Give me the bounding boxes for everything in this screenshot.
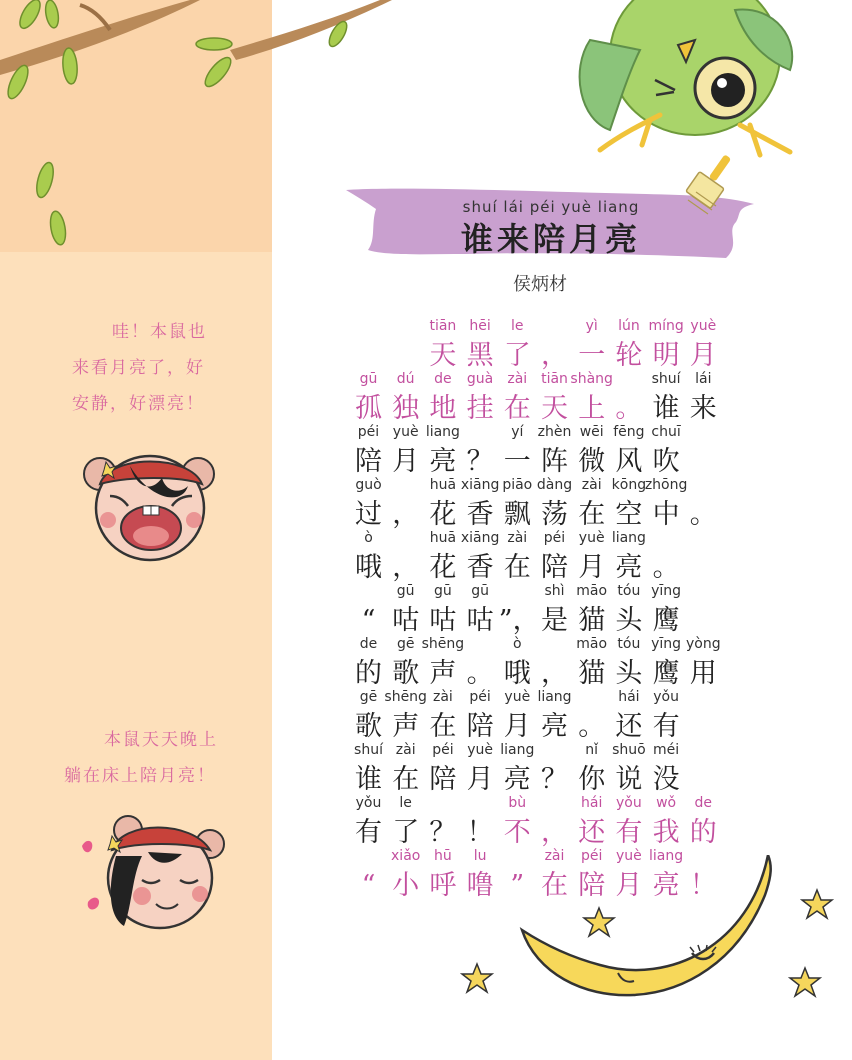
- pinyin: nǐ: [585, 742, 599, 758]
- pinyin: guà: [466, 371, 494, 387]
- pinyin: yòng: [685, 636, 721, 652]
- pinyin: yuè: [467, 742, 493, 758]
- pinyin: xiǎo: [391, 848, 421, 864]
- hanzi: 呼: [429, 870, 457, 901]
- hanzi: 空: [615, 499, 643, 530]
- hanzi: 头: [615, 605, 643, 636]
- hanzi: 声: [429, 658, 457, 689]
- hanzi: 亮: [652, 870, 680, 901]
- hanzi: 。: [466, 658, 494, 689]
- hanzi: 亮: [541, 711, 568, 742]
- hanzi: 的: [355, 658, 382, 689]
- hanzi: ？: [429, 817, 457, 848]
- paint-brush-icon: [682, 150, 742, 220]
- pinyin: wǒ: [656, 795, 677, 811]
- side-note-line: 躺在床上陪月亮！: [64, 766, 216, 786]
- pinyin: liang: [537, 689, 572, 705]
- poem-line: [350, 318, 736, 371]
- pinyin: yǒu: [616, 795, 642, 811]
- pinyin: lún: [618, 318, 640, 334]
- hanzi: 哦: [355, 552, 382, 583]
- hanzi: ？: [541, 764, 568, 795]
- hanzi: 轮: [615, 340, 643, 371]
- pinyin: ò: [364, 530, 373, 546]
- tree-branch-icon: [0, 0, 400, 260]
- hanzi: 猫: [578, 605, 606, 636]
- hanzi: 中: [652, 499, 680, 530]
- hanzi: 谁: [652, 393, 680, 424]
- hanzi: 声: [392, 711, 420, 742]
- hanzi: 挂: [466, 393, 494, 424]
- hanzi: 阵: [541, 446, 568, 477]
- poem-line: [350, 795, 736, 848]
- poem-character: [685, 636, 722, 690]
- pinyin: yí: [511, 424, 524, 440]
- poem-line: [350, 583, 736, 636]
- hanzi: 亮: [503, 764, 531, 795]
- page-title: 谁来陪月亮: [460, 220, 641, 258]
- pinyin: shuí: [354, 742, 383, 758]
- hanzi: 有: [652, 711, 680, 742]
- hanzi: 陪: [429, 764, 457, 795]
- hanzi: 荡: [541, 499, 568, 530]
- pinyin: yīng: [651, 583, 682, 599]
- pinyin: [636, 530, 697, 552]
- hanzi: 亮: [429, 446, 457, 477]
- pinyin: zhèn: [537, 424, 572, 440]
- pinyin: māo: [576, 583, 608, 599]
- pinyin: de: [694, 795, 713, 811]
- hanzi: 花: [429, 499, 457, 530]
- hanzi: 在: [541, 870, 568, 901]
- poem-body: [350, 318, 736, 901]
- pinyin: zài: [507, 371, 528, 387]
- poem-character: [685, 318, 722, 372]
- hanzi: 天: [429, 340, 457, 371]
- pinyin: yǒu: [355, 795, 382, 811]
- pinyin: shēng: [421, 636, 465, 652]
- hanzi: 上: [578, 393, 606, 424]
- poem-line: [350, 636, 736, 689]
- pinyin: gē: [396, 636, 415, 652]
- side-note-2: [64, 722, 264, 794]
- hanzi: 香: [466, 552, 494, 583]
- hanzi: 说: [615, 764, 643, 795]
- pinyin: piāo: [502, 477, 533, 493]
- pinyin: lu: [473, 848, 487, 864]
- mouse-shouting-icon: [70, 436, 230, 566]
- pinyin: zhōng: [644, 477, 688, 493]
- pinyin: kōng: [611, 477, 647, 493]
- pinyin: huā: [429, 530, 457, 546]
- hanzi: 了: [392, 817, 420, 848]
- poem-character: [648, 530, 685, 584]
- pinyin: péi: [357, 424, 380, 440]
- hanzi: 咕: [466, 605, 494, 636]
- pinyin: zài: [507, 530, 528, 546]
- star-icon: [788, 966, 822, 998]
- hanzi: 一: [578, 340, 606, 371]
- pinyin: yuè: [392, 424, 419, 440]
- pinyin: tiān: [541, 371, 568, 387]
- hanzi: 你: [578, 764, 606, 795]
- hanzi: 一: [503, 446, 531, 477]
- hanzi: 用: [689, 658, 717, 689]
- hanzi: 月: [578, 552, 606, 583]
- pinyin: yuè: [578, 530, 605, 546]
- hanzi: 歌: [355, 711, 382, 742]
- poem-line: [350, 530, 736, 583]
- pinyin: míng: [648, 318, 684, 334]
- pinyin: dú: [396, 371, 415, 387]
- poem-character: [685, 477, 722, 531]
- pinyin: le: [399, 795, 412, 811]
- pinyin: gē: [359, 689, 378, 705]
- hanzi: 咕: [429, 605, 457, 636]
- hanzi: 月: [689, 340, 717, 371]
- hanzi: 。: [689, 499, 717, 530]
- pinyin: [673, 477, 734, 499]
- poem-line: [350, 742, 736, 795]
- hanzi: 在: [503, 393, 531, 424]
- hanzi: 头: [615, 658, 643, 689]
- poem-line: [350, 477, 736, 530]
- hanzi: 黑: [466, 340, 494, 371]
- hanzi: 小: [392, 870, 420, 901]
- poem-character: [685, 371, 722, 425]
- pinyin: hū: [434, 848, 452, 864]
- side-note-1: [72, 314, 252, 422]
- pinyin: yì: [585, 318, 598, 334]
- hanzi: 月: [392, 446, 420, 477]
- hanzi: 飘: [503, 499, 531, 530]
- hanzi: 月: [615, 870, 643, 901]
- hanzi: ？: [466, 446, 494, 477]
- hanzi: “: [361, 605, 376, 636]
- hanzi: ”，: [498, 605, 540, 636]
- hanzi: ，: [541, 340, 568, 371]
- side-note-line: 来看月亮了，好: [72, 358, 205, 378]
- pinyin: shuí: [651, 371, 681, 387]
- pinyin: liang: [611, 530, 646, 546]
- pinyin: liang: [425, 424, 460, 440]
- hanzi: 在: [429, 711, 457, 742]
- pinyin: yǒu: [653, 689, 679, 705]
- hanzi: 有: [615, 817, 643, 848]
- pinyin: gū: [471, 583, 489, 599]
- pinyin: zài: [395, 742, 416, 758]
- pinyin: gū: [359, 371, 378, 387]
- star-icon: [582, 906, 616, 938]
- hanzi: ，: [541, 658, 568, 689]
- hanzi: 咕: [392, 605, 420, 636]
- hanzi: 陪: [578, 870, 606, 901]
- pinyin: méi: [653, 742, 680, 758]
- pinyin: liang: [500, 742, 535, 758]
- author-name: 侯炳材: [513, 274, 567, 295]
- hanzi: 哦: [503, 658, 531, 689]
- hanzi: ！: [466, 817, 494, 848]
- pinyin: gū: [434, 583, 452, 599]
- hanzi: 。: [615, 393, 643, 424]
- pinyin: shēng: [384, 689, 427, 705]
- hanzi: “: [361, 870, 376, 901]
- pinyin: péi: [543, 530, 566, 546]
- hanzi: 亮: [615, 552, 643, 583]
- hanzi: 有: [355, 817, 382, 848]
- hanzi: 是: [541, 605, 568, 636]
- hanzi: 微: [578, 446, 606, 477]
- pinyin: bù: [508, 795, 527, 811]
- hanzi: 过: [355, 499, 382, 530]
- pinyin: māo: [576, 636, 608, 652]
- poem-character: [648, 689, 685, 743]
- hanzi: ！: [689, 870, 717, 901]
- hanzi: 天: [541, 393, 568, 424]
- hanzi: 地: [429, 393, 457, 424]
- pinyin: zài: [544, 848, 565, 864]
- poem-character: [648, 424, 685, 478]
- hanzi: 噜: [466, 870, 494, 901]
- hanzi: 鹰: [652, 605, 680, 636]
- owl-icon: [560, 0, 810, 165]
- pinyin: tóu: [617, 636, 641, 652]
- pinyin: gū: [396, 583, 415, 599]
- hanzi: 陪: [355, 446, 382, 477]
- hanzi: ，: [392, 499, 420, 530]
- hanzi: 来: [689, 393, 717, 424]
- poem-character: [648, 742, 685, 796]
- hanzi: 陪: [541, 552, 568, 583]
- hanzi: 还: [615, 711, 643, 742]
- hanzi: 孤: [355, 393, 382, 424]
- hanzi: 谁: [355, 764, 382, 795]
- hanzi: 在: [392, 764, 420, 795]
- hanzi: ，: [392, 552, 420, 583]
- pinyin: zài: [432, 689, 453, 705]
- pinyin: de: [434, 371, 452, 387]
- pinyin: fēng: [613, 424, 645, 440]
- mouse-sleeping-icon: [72, 806, 232, 936]
- pinyin: péi: [580, 848, 603, 864]
- pinyin: yuè: [690, 318, 717, 334]
- title-pinyin: shuí lái péi yuè liang: [462, 198, 640, 216]
- pinyin: péi: [469, 689, 491, 705]
- hanzi: 花: [429, 552, 457, 583]
- side-note-line: 本鼠天天晚上: [104, 730, 218, 750]
- poem-character: [685, 795, 722, 849]
- star-icon: [800, 888, 834, 920]
- poem-line: [350, 424, 736, 477]
- hanzi: 在: [503, 552, 531, 583]
- hanzi: 陪: [466, 711, 494, 742]
- pinyin: liang: [649, 848, 684, 864]
- pinyin: tiān: [429, 318, 457, 334]
- pinyin: shàng: [570, 371, 613, 387]
- pinyin: dàng: [536, 477, 573, 493]
- hanzi: 了: [503, 340, 531, 371]
- pinyin: yuè: [616, 848, 642, 864]
- poem-line: [350, 689, 736, 742]
- pinyin: zài: [581, 477, 602, 493]
- hanzi: 在: [578, 499, 606, 530]
- hanzi: ”: [510, 870, 525, 901]
- hanzi: 鹰: [652, 658, 680, 689]
- hanzi: 的: [689, 817, 717, 848]
- pinyin: huā: [429, 477, 457, 493]
- pinyin: yuè: [504, 689, 531, 705]
- pinyin: de: [359, 636, 378, 652]
- pinyin: hēi: [469, 318, 491, 334]
- hanzi: 吹: [652, 446, 680, 477]
- pinyin: xiāng: [460, 530, 500, 546]
- pinyin: ò: [513, 636, 522, 652]
- hanzi: 风: [615, 446, 643, 477]
- hanzi: 不: [503, 817, 531, 848]
- hanzi: 歌: [392, 658, 420, 689]
- pinyin: tóu: [617, 583, 641, 599]
- pinyin: le: [511, 318, 524, 334]
- hanzi: 月: [466, 764, 494, 795]
- poem-character: [648, 583, 685, 637]
- pinyin: lái: [695, 371, 712, 387]
- pinyin: wēi: [579, 424, 604, 440]
- pinyin: shuō: [612, 742, 646, 758]
- side-note-line: 安静，好漂亮！: [72, 394, 205, 414]
- side-note-line: 哇！本鼠也: [112, 322, 207, 342]
- pinyin: shì: [544, 583, 565, 599]
- pinyin: péi: [432, 742, 454, 758]
- hanzi: 我: [652, 817, 680, 848]
- pinyin: yīng: [651, 636, 682, 652]
- hanzi: 月: [503, 711, 531, 742]
- poem-line: [350, 371, 736, 424]
- crescent-moon-icon: [510, 855, 780, 1025]
- pinyin: hái: [581, 795, 603, 811]
- hanzi: 。: [652, 552, 680, 583]
- hanzi: 猫: [578, 658, 606, 689]
- hanzi: ，: [541, 817, 568, 848]
- pinyin: xiāng: [460, 477, 500, 493]
- hanzi: 香: [466, 499, 494, 530]
- pinyin: hái: [618, 689, 640, 705]
- hanzi: 独: [392, 393, 420, 424]
- hanzi: 还: [578, 817, 606, 848]
- pinyin: chuī: [651, 424, 681, 440]
- star-icon: [460, 962, 494, 994]
- hanzi: 没: [652, 764, 680, 795]
- pinyin: guò: [355, 477, 382, 493]
- hanzi: 。: [578, 711, 606, 742]
- hanzi: 明: [652, 340, 680, 371]
